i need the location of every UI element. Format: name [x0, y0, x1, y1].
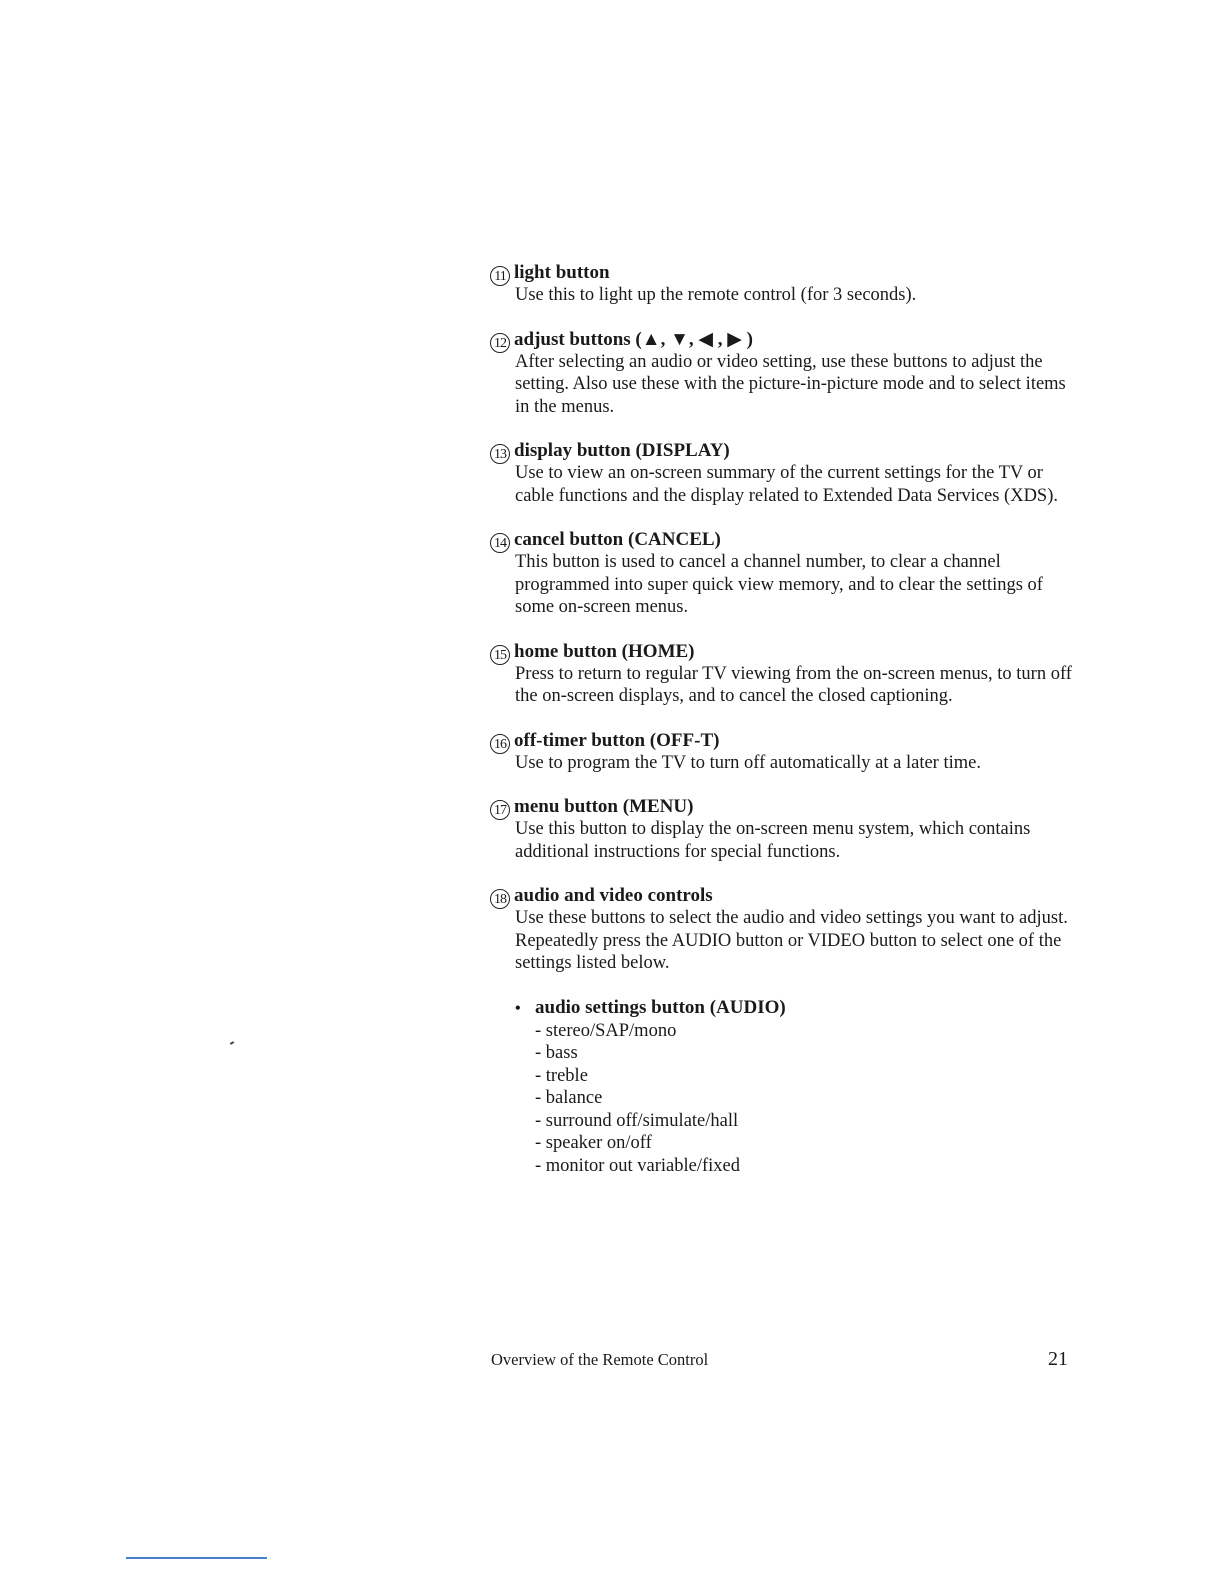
audio-settings-list — [515, 1020, 1080, 1178]
entry-description: After selecting an audio or video setting, use these buttons to adjust the setting. Also use these with the picture-in-picture mode and to select items in the menus. — [515, 351, 1066, 417]
list-item: - speaker on/off — [535, 1132, 1080, 1155]
item-number-badge: 12 — [490, 333, 510, 353]
list-item: - monitor out variable/fixed — [535, 1155, 1080, 1178]
entry-description: Use to view an on-screen summary of the current settings for the TV or cable functions and the display related to Extended Data Services (XDS). — [515, 463, 1059, 506]
entry-title: display button (DISPLAY) — [514, 440, 730, 461]
entry-title: menu button (MENU) — [514, 796, 694, 817]
entry-home-button — [490, 641, 1080, 708]
item-number-badge: 16 — [490, 734, 510, 754]
item-number-badge: 14 — [490, 533, 510, 553]
entry-adjust-buttons — [490, 329, 1080, 419]
audio-settings-title: audio settings button (AUDIO) — [535, 996, 786, 1018]
entry-cancel-button — [490, 529, 1080, 619]
list-item: - treble — [535, 1065, 1080, 1088]
entry-off-timer-button — [490, 730, 1080, 775]
entry-description: Use to program the TV to turn off automatically at a later time. — [515, 752, 981, 773]
entry-description: Use this button to display the on-screen menu system, which contains additional instructions for special functions. — [515, 819, 1031, 862]
list-item: - surround off/simulate/hall — [535, 1110, 1080, 1133]
entry-title: home button (HOME) — [514, 640, 695, 662]
list-item: - stereo/SAP/mono — [535, 1020, 1080, 1043]
entry-title: cancel button (CANCEL) — [514, 529, 721, 550]
entry-description: Use this to light up the remote control (for 3 seconds). — [515, 285, 917, 305]
entry-light-button — [490, 262, 1080, 307]
entry-description: Press to return to regular TV viewing from the on-screen menus, to turn off the on-screen displays, and to cancel the closed captioning. — [515, 663, 1072, 706]
entry-title: audio and video controls — [514, 885, 713, 906]
page-number: 21 — [1048, 1348, 1068, 1370]
item-number-badge: 11 — [490, 266, 510, 286]
entry-description: This button is used to cancel a channel number, to clear a channel programmed into super quick view memory, and to clear the settings of some on-screen menus. — [515, 552, 1043, 617]
entry-description: Use these buttons to select the audio and video settings you want to adjust. — [515, 908, 1068, 928]
footer-section-title: Overview of the Remote Control — [491, 1350, 709, 1369]
entry-menu-button — [490, 796, 1080, 863]
list-item: - bass — [535, 1042, 1080, 1065]
item-number-badge: 18 — [490, 889, 510, 909]
item-number-badge: 17 — [490, 800, 510, 820]
entry-title: light button — [514, 262, 610, 283]
list-item: - balance — [535, 1087, 1080, 1110]
entry-title: off-timer button (OFF-T) — [514, 729, 720, 751]
item-number-badge: 13 — [490, 444, 510, 464]
scan-mark — [230, 1041, 234, 1045]
manual-content — [490, 262, 1080, 1199]
bullet-icon: • — [515, 999, 521, 1017]
entry-title: adjust buttons (▲, ▼, ◀ , ▶ ) — [514, 328, 753, 350]
item-number-badge: 15 — [490, 645, 510, 665]
audio-settings-block — [515, 997, 1080, 1178]
entry-display-button — [490, 440, 1080, 507]
entry-description: Repeatedly press the AUDIO button or VIDEO button to select one of the settings listed below. — [515, 930, 1062, 973]
bottom-rule — [126, 1557, 267, 1559]
entry-audio-video-controls — [490, 885, 1080, 1177]
